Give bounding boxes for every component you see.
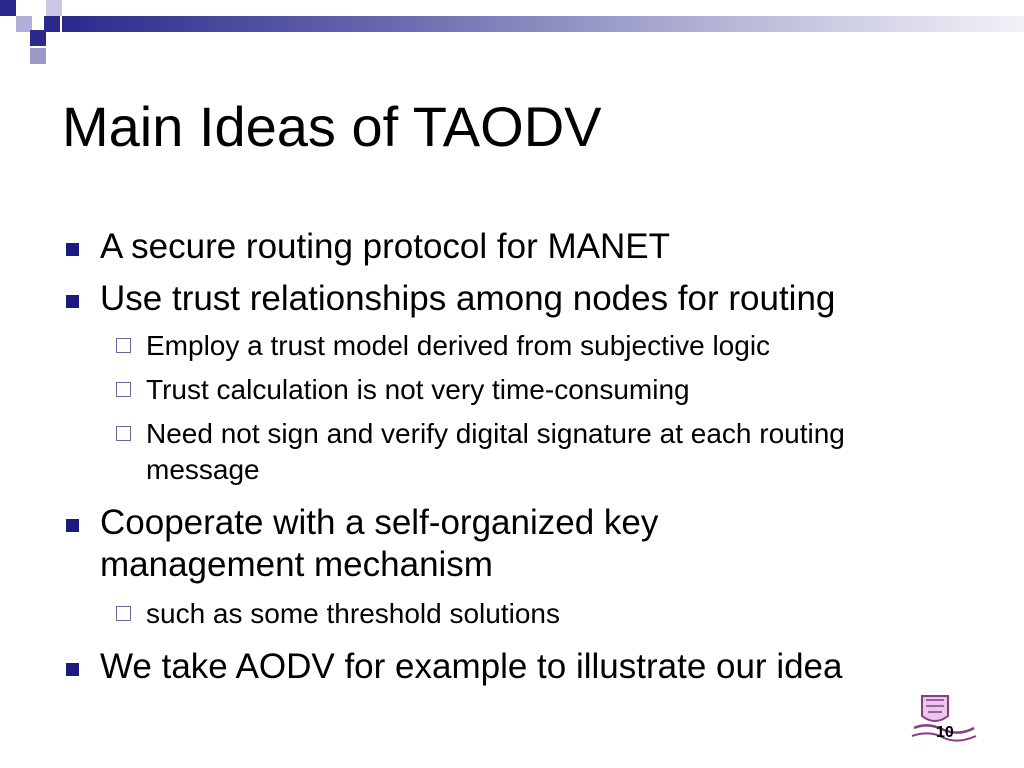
deco-square (46, 0, 62, 16)
bullet-item (62, 226, 962, 268)
square-bullet-icon (66, 519, 79, 532)
sub-bullet-item (62, 596, 962, 632)
bullet-text: We take AODV for example to illustrate our idea (100, 647, 843, 686)
square-bullet-icon (66, 243, 79, 256)
sub-bullet-text: Need not sign and verify digital signature at each routing message (146, 418, 845, 485)
sub-bullet-text: Employ a trust model derived from subjective logic (146, 330, 771, 361)
sub-bullet-text: Trust calculation is not very time-consuming (146, 374, 690, 405)
sub-bullet-item (62, 416, 906, 488)
slide-title: Main Ideas of TAODV (62, 95, 602, 158)
deco-square (0, 0, 16, 16)
bullet-item (62, 646, 962, 688)
header-decoration (0, 0, 1024, 70)
deco-square (30, 30, 46, 46)
sub-bullet-text: such as some threshold solutions (146, 598, 560, 629)
sub-bullet-item (62, 372, 962, 408)
square-bullet-icon (66, 295, 79, 308)
bullet-text: Cooperate with a self-organized key management mechanism (100, 503, 659, 584)
page-number: 10 (936, 724, 954, 741)
hollow-square-bullet-icon (116, 338, 131, 353)
deco-square (30, 48, 46, 64)
hollow-square-bullet-icon (116, 606, 131, 621)
bullet-list (62, 226, 962, 698)
hollow-square-bullet-icon (116, 426, 131, 441)
header-gradient-bar (62, 16, 1024, 32)
bullet-item (62, 502, 820, 586)
deco-square (44, 16, 60, 32)
square-bullet-icon (66, 663, 79, 676)
bullet-text: Use trust relationships among nodes for routing (100, 279, 836, 318)
sub-bullet-item (62, 328, 962, 364)
hollow-square-bullet-icon (116, 382, 131, 397)
bullet-text: A secure routing protocol for MANET (100, 227, 670, 266)
bullet-item (62, 278, 962, 320)
